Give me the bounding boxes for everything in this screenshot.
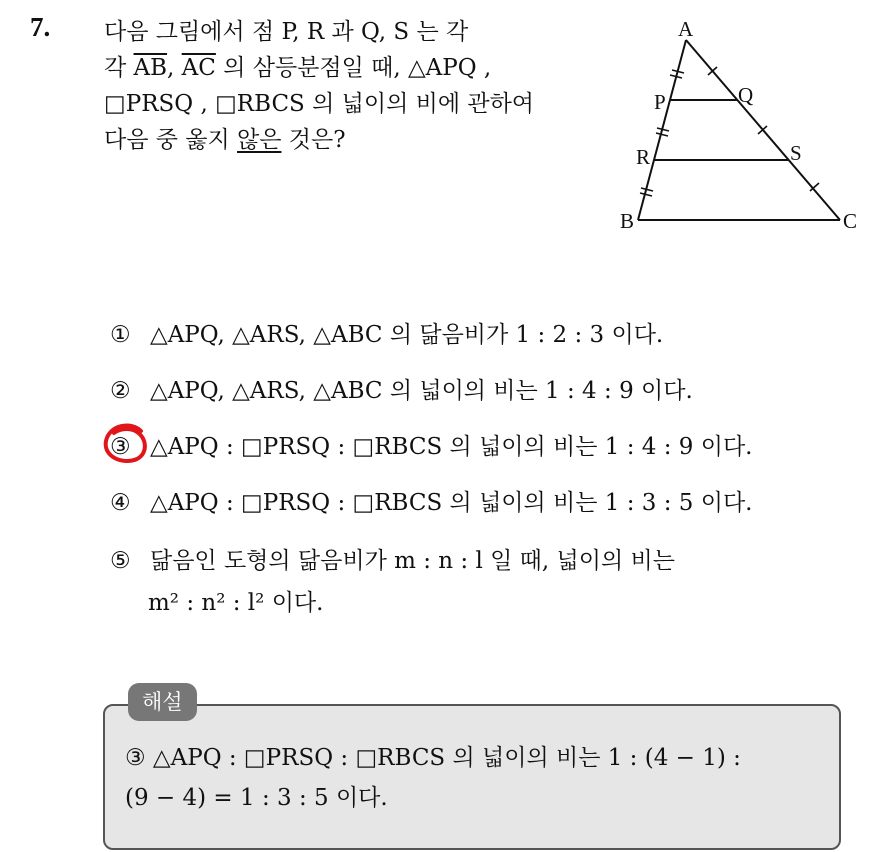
option-3[interactable] <box>110 428 753 461</box>
label-r: R <box>636 145 651 169</box>
question-text <box>104 14 594 158</box>
option-5-continuation: m² : n² : l² 이다. <box>148 590 324 616</box>
solution-text <box>125 738 825 818</box>
question-line-3: □PRSQ , □RBCS 의 넓이의 비에 관하여 <box>104 91 535 117</box>
option-2[interactable] <box>110 372 693 405</box>
red-circle-stroke <box>106 426 145 461</box>
option-5-mark: ⑤ <box>110 548 131 574</box>
question-number: 7. <box>30 12 51 42</box>
option-1[interactable] <box>110 316 663 349</box>
tick-marks <box>640 67 819 196</box>
question-line-1: 다음 그림에서 점 P, R 과 Q, S 는 각 <box>104 19 469 45</box>
solution-tag: 해설 <box>128 683 197 721</box>
option-4-text: △APQ : □PRSQ : □RBCS 의 넓이의 비는 1 : 3 : 5 이다. <box>150 490 753 516</box>
label-q: Q <box>738 83 754 107</box>
label-p: P <box>654 90 666 114</box>
label-s: S <box>790 141 802 165</box>
solution-line-1: ③ △APQ : □PRSQ : □RBCS 의 넓이의 비는 1 : (4 − 1) : <box>125 745 741 771</box>
triangle-figure <box>600 20 870 240</box>
option-3-mark: ③ <box>110 434 131 460</box>
option-4[interactable] <box>110 484 753 517</box>
selected-answer-circle <box>101 421 153 467</box>
segment-ac: $\overline{AC}$ <box>181 55 216 81</box>
question-line-4-start: 다음 중 옳지 <box>104 127 238 153</box>
option-2-text: △APQ, △ARS, △ABC 의 넓이의 비는 1 : 4 : 9 이다. <box>150 378 693 404</box>
option-5[interactable] <box>110 542 675 575</box>
label-a: A <box>678 20 694 41</box>
question-line-2-start: 각 <box>104 55 134 81</box>
option-1-text: △APQ, △ARS, △ABC 의 닮음비가 1 : 2 : 3 이다. <box>150 322 664 348</box>
question-line-4 <box>104 122 594 158</box>
question-line-4-rest: 것은? <box>281 127 346 153</box>
question-line-2-rest: 의 삼등분점일 때, △APQ , <box>215 55 492 81</box>
segment-ab: $\overline{AB}$ <box>133 55 168 81</box>
underlined-not: 않은 <box>237 127 282 153</box>
question-line-2 <box>104 50 594 86</box>
option-3-text: △APQ : □PRSQ : □RBCS 의 넓이의 비는 1 : 4 : 9 이다. <box>150 434 753 460</box>
option-1-mark: ① <box>110 322 131 348</box>
option-5-text: 닮음인 도형의 닮음비가 m : n : l 일 때, 넓이의 비는 <box>150 548 675 574</box>
option-4-mark: ④ <box>110 490 131 516</box>
option-2-mark: ② <box>110 378 131 404</box>
solution-line-2: (9 − 4) = 1 : 3 : 5 이다. <box>125 785 388 811</box>
question-line-2-comma: , <box>167 55 182 81</box>
label-c: C <box>843 209 858 233</box>
label-b: B <box>620 209 635 233</box>
